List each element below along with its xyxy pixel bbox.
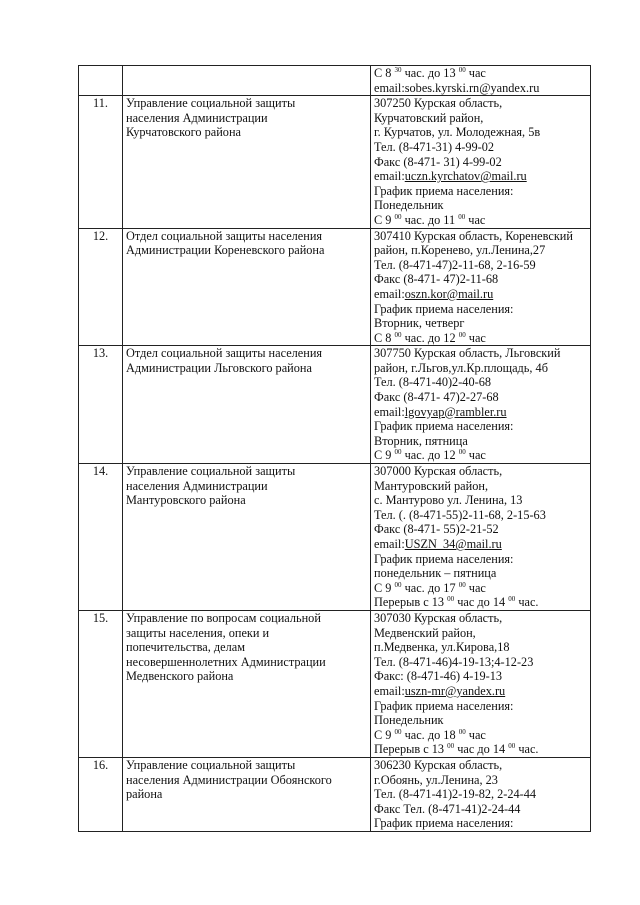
info-text: Факс (8-471- 47)2-27-68 bbox=[374, 390, 499, 405]
organization-name bbox=[123, 228, 371, 346]
row-number: 13. bbox=[79, 346, 123, 464]
contact-info-line bbox=[374, 493, 587, 508]
info-text: Понедельник bbox=[374, 713, 444, 728]
contact-info-line bbox=[374, 802, 587, 817]
info-text: Тел. (8-471-40)2-40-68 bbox=[374, 375, 491, 390]
contact-info-line bbox=[374, 787, 587, 802]
time-minutes-superscript: 00 bbox=[447, 742, 455, 751]
contact-info bbox=[371, 757, 591, 831]
email-link[interactable]: lgovyap@rambler.ru bbox=[404, 404, 507, 419]
info-text: 307000 Курская область, bbox=[374, 464, 503, 479]
time-minutes-superscript: 00 bbox=[394, 448, 402, 457]
info-text: с. Мантурово ул. Ленина, 13 bbox=[374, 493, 523, 508]
info-text: Вторник, четверг bbox=[374, 316, 465, 331]
contact-info-line bbox=[374, 508, 587, 523]
contact-info-line bbox=[374, 773, 587, 788]
info-text: email:sobes.kyrski.rn@yandex.ru bbox=[374, 80, 540, 95]
info-text: График приема населения: bbox=[374, 419, 514, 434]
info-text: Факс (8-471- 55)2-21-52 bbox=[374, 522, 499, 537]
time-minutes-superscript: 00 bbox=[394, 580, 402, 589]
contact-info-line bbox=[374, 361, 587, 376]
organization-name-line: Курчатовского района bbox=[126, 125, 241, 140]
contact-info-line bbox=[374, 169, 587, 184]
time-minutes-superscript: 00 bbox=[458, 212, 466, 221]
info-text: Вторник, пятница bbox=[374, 433, 468, 448]
contact-info-line bbox=[374, 125, 587, 140]
info-text: час. до 12 bbox=[401, 448, 459, 463]
info-text: График приема населения: bbox=[374, 698, 514, 713]
info-text: email: bbox=[374, 169, 405, 184]
info-text: email: bbox=[374, 537, 405, 551]
info-text: понедельник – пятница bbox=[374, 566, 497, 581]
table-row bbox=[79, 96, 591, 228]
time-minutes-superscript: 00 bbox=[458, 727, 466, 736]
contact-info-line bbox=[374, 66, 587, 81]
organization-name-line: Отдел социальной защиты населения bbox=[126, 346, 323, 361]
info-text: район, п.Коренево, ул.Ленина,27 bbox=[374, 243, 546, 258]
contact-info-line bbox=[374, 81, 587, 96]
time-minutes-superscript: 00 bbox=[394, 727, 402, 736]
contact-info-line bbox=[374, 626, 587, 641]
contact-info-line bbox=[374, 552, 587, 567]
info-text: Тел. (8-471-41)2-19-82, 2-24-44 bbox=[374, 787, 537, 802]
row-number bbox=[79, 66, 123, 96]
time-minutes-superscript: 00 bbox=[508, 742, 516, 751]
email-link[interactable]: uszn-mr@yandex.ru bbox=[404, 683, 506, 698]
organization-name-line: района bbox=[126, 787, 163, 802]
organization-name-line: Медвенского района bbox=[126, 669, 234, 684]
contact-info-line bbox=[374, 522, 587, 537]
contact-info bbox=[371, 610, 591, 757]
contact-info-line bbox=[374, 243, 587, 258]
info-text: 307250 Курская область, bbox=[374, 96, 503, 111]
contact-info-line bbox=[374, 302, 587, 317]
table-row bbox=[79, 464, 591, 611]
info-text: Курчатовский район, bbox=[374, 110, 484, 125]
time-minutes-superscript: 00 bbox=[458, 330, 466, 339]
info-text: час bbox=[465, 448, 486, 463]
info-text: Перерыв с 13 bbox=[374, 742, 448, 757]
organization-name bbox=[123, 610, 371, 757]
contact-info-line bbox=[374, 405, 587, 420]
contact-info-line bbox=[374, 434, 587, 449]
info-text: Факс: (8-471-46) 4-19-13 bbox=[374, 669, 503, 684]
info-text: С 9 bbox=[374, 580, 395, 595]
info-text: С 9 bbox=[374, 448, 395, 463]
info-text: Факс (8-471- 31) 4-99-02 bbox=[374, 154, 502, 169]
contact-info-line bbox=[374, 419, 587, 434]
info-text: Понедельник bbox=[374, 198, 444, 213]
contact-info bbox=[371, 228, 591, 346]
contact-info-line bbox=[374, 640, 587, 655]
contact-info bbox=[371, 346, 591, 464]
organization-name-line: Мантуровского района bbox=[126, 493, 246, 508]
contact-info-line bbox=[374, 611, 587, 626]
organization-name-line: населения Администрации bbox=[126, 110, 268, 125]
info-text: Факс Тел. (8-471-41)2-24-44 bbox=[374, 801, 521, 816]
info-text: час. до 13 bbox=[401, 66, 459, 80]
info-text: Факс (8-471- 47)2-11-68 bbox=[374, 272, 499, 287]
time-minutes-superscript: 00 bbox=[458, 448, 466, 457]
organization-name bbox=[123, 346, 371, 464]
table-row bbox=[79, 610, 591, 757]
info-text: График приема населения: bbox=[374, 301, 514, 316]
contact-info-line bbox=[374, 479, 587, 494]
info-text: час. до 18 bbox=[401, 727, 459, 742]
contact-info-line bbox=[374, 595, 587, 610]
info-text: График приема населения: bbox=[374, 551, 514, 566]
email-link[interactable]: USZN_34@mail.ru bbox=[404, 537, 502, 551]
organization-name-line: защиты населения, опеки и bbox=[126, 625, 270, 640]
contact-info-line bbox=[374, 758, 587, 773]
info-text: С 8 bbox=[374, 330, 395, 345]
organization-name-line: Отдел социальной защиты населения bbox=[126, 228, 323, 243]
contact-info-line bbox=[374, 713, 587, 728]
time-minutes-superscript: 00 bbox=[508, 595, 516, 604]
organization-name bbox=[123, 464, 371, 611]
info-text: час bbox=[465, 66, 486, 80]
row-number: 11. bbox=[79, 96, 123, 228]
contact-info-line bbox=[374, 566, 587, 581]
contact-info-line bbox=[374, 287, 587, 302]
info-text: 306230 Курская область, bbox=[374, 757, 503, 772]
organization-name-line: населения Администрации Обоянского bbox=[126, 772, 332, 787]
info-text: г.Обоянь, ул.Ленина, 23 bbox=[374, 772, 498, 787]
contact-info-line bbox=[374, 316, 587, 331]
info-text: 307410 Курская область, Кореневский bbox=[374, 228, 573, 243]
organization-name-line: Администрации Льговского района bbox=[126, 360, 312, 375]
table-row bbox=[79, 66, 591, 96]
info-text: Тел. (8-471-31) 4-99-02 bbox=[374, 139, 495, 154]
contact-info-line bbox=[374, 111, 587, 126]
info-text: час. bbox=[515, 595, 539, 610]
time-minutes-superscript: 00 bbox=[394, 212, 402, 221]
info-text: Мантуровский район, bbox=[374, 478, 489, 493]
contact-info-line bbox=[374, 464, 587, 479]
contact-info-line bbox=[374, 229, 587, 244]
contact-info-line bbox=[374, 684, 587, 699]
row-number: 15. bbox=[79, 610, 123, 757]
contact-info-line bbox=[374, 155, 587, 170]
info-text: График приема населения: bbox=[374, 183, 514, 198]
info-text: час до 14 bbox=[454, 595, 509, 610]
info-text: Тел. (8-471-46)4-19-13;4-12-23 bbox=[374, 654, 534, 669]
info-text: С 9 bbox=[374, 212, 395, 227]
contact-info bbox=[371, 464, 591, 611]
time-minutes-superscript: 00 bbox=[458, 580, 466, 589]
organization-name bbox=[123, 757, 371, 831]
contact-info-line bbox=[374, 390, 587, 405]
contact-info-line bbox=[374, 96, 587, 111]
contact-info-line bbox=[374, 140, 587, 155]
table-row bbox=[79, 228, 591, 346]
info-text: Медвенский район, bbox=[374, 625, 476, 640]
time-minutes-superscript: 00 bbox=[447, 595, 455, 604]
info-text: час. bbox=[515, 742, 539, 757]
contact-info-line bbox=[374, 448, 587, 463]
contact-info-line bbox=[374, 728, 587, 743]
contact-info-line bbox=[374, 816, 587, 831]
info-text: час bbox=[465, 212, 486, 227]
contact-info-line bbox=[374, 655, 587, 670]
organization-name-line: Управление по вопросам социальной bbox=[126, 610, 321, 625]
contact-info-line bbox=[374, 742, 587, 757]
organization-name-line: Управление социальной защиты bbox=[126, 96, 296, 111]
info-text: email: bbox=[374, 286, 405, 301]
contact-info-line bbox=[374, 346, 587, 361]
row-number: 14. bbox=[79, 464, 123, 611]
contact-info bbox=[371, 66, 591, 96]
email-link[interactable]: uczn.kyrchatov@mail.ru bbox=[404, 169, 527, 184]
contact-info-line bbox=[374, 331, 587, 346]
info-text: час bbox=[465, 330, 486, 345]
row-number: 12. bbox=[79, 228, 123, 346]
contact-info-line bbox=[374, 375, 587, 390]
contact-info-line bbox=[374, 213, 587, 228]
contact-info-line bbox=[374, 184, 587, 199]
organization-name bbox=[123, 96, 371, 228]
info-text: час. до 17 bbox=[401, 580, 459, 595]
organization-name-line: Управление социальной защиты bbox=[126, 757, 296, 772]
organization-name-line: Управление социальной защиты bbox=[126, 464, 296, 479]
time-minutes-superscript: 00 bbox=[458, 66, 466, 74]
contact-info-line bbox=[374, 581, 587, 596]
row-number: 16. bbox=[79, 757, 123, 831]
info-text: email: bbox=[374, 404, 405, 419]
social-protection-table bbox=[78, 65, 591, 832]
table-row bbox=[79, 757, 591, 831]
info-text: час. до 11 bbox=[401, 212, 459, 227]
email-link[interactable]: oszn.kor@mail.ru bbox=[404, 286, 494, 301]
info-text: График приема населения: bbox=[374, 816, 514, 831]
info-text: район, г.Льгов,ул.Кр.площадь, 4б bbox=[374, 360, 548, 375]
contact-info-line bbox=[374, 669, 587, 684]
time-minutes-superscript: 30 bbox=[394, 66, 402, 74]
info-text: 307750 Курская область, Льговский bbox=[374, 346, 561, 361]
table-body bbox=[79, 66, 591, 832]
info-text: час. до 12 bbox=[401, 330, 459, 345]
organization-name-line: несовершеннолетних Администрации bbox=[126, 654, 326, 669]
contact-info-line bbox=[374, 198, 587, 213]
info-text: 307030 Курская область, bbox=[374, 610, 503, 625]
organization-name-line: населения Администрации bbox=[126, 478, 268, 493]
contact-info-line bbox=[374, 272, 587, 287]
contact-info-line bbox=[374, 699, 587, 714]
info-text: С 9 bbox=[374, 727, 395, 742]
info-text: п.Медвенка, ул.Кирова,18 bbox=[374, 640, 510, 655]
time-minutes-superscript: 00 bbox=[394, 330, 402, 339]
contact-info-line bbox=[374, 258, 587, 273]
info-text: С 8 bbox=[374, 66, 395, 80]
info-text: час до 14 bbox=[454, 742, 509, 757]
table-row bbox=[79, 346, 591, 464]
organization-name bbox=[123, 66, 371, 96]
info-text: email: bbox=[374, 683, 405, 698]
contact-info bbox=[371, 96, 591, 228]
info-text: г. Курчатов, ул. Молодежная, 5в bbox=[374, 125, 541, 140]
info-text: час bbox=[465, 727, 486, 742]
contact-info-line bbox=[374, 537, 587, 552]
info-text: Тел. (. (8-471-55)2-11-68, 2-15-63 bbox=[374, 507, 546, 522]
organization-name-line: Администрации Кореневского района bbox=[126, 243, 325, 258]
info-text: Перерыв с 13 bbox=[374, 595, 448, 610]
organization-name-line: попечительства, делам bbox=[126, 640, 245, 655]
info-text: час bbox=[465, 580, 486, 595]
info-text: Тел. (8-471-47)2-11-68, 2-16-59 bbox=[374, 257, 536, 272]
